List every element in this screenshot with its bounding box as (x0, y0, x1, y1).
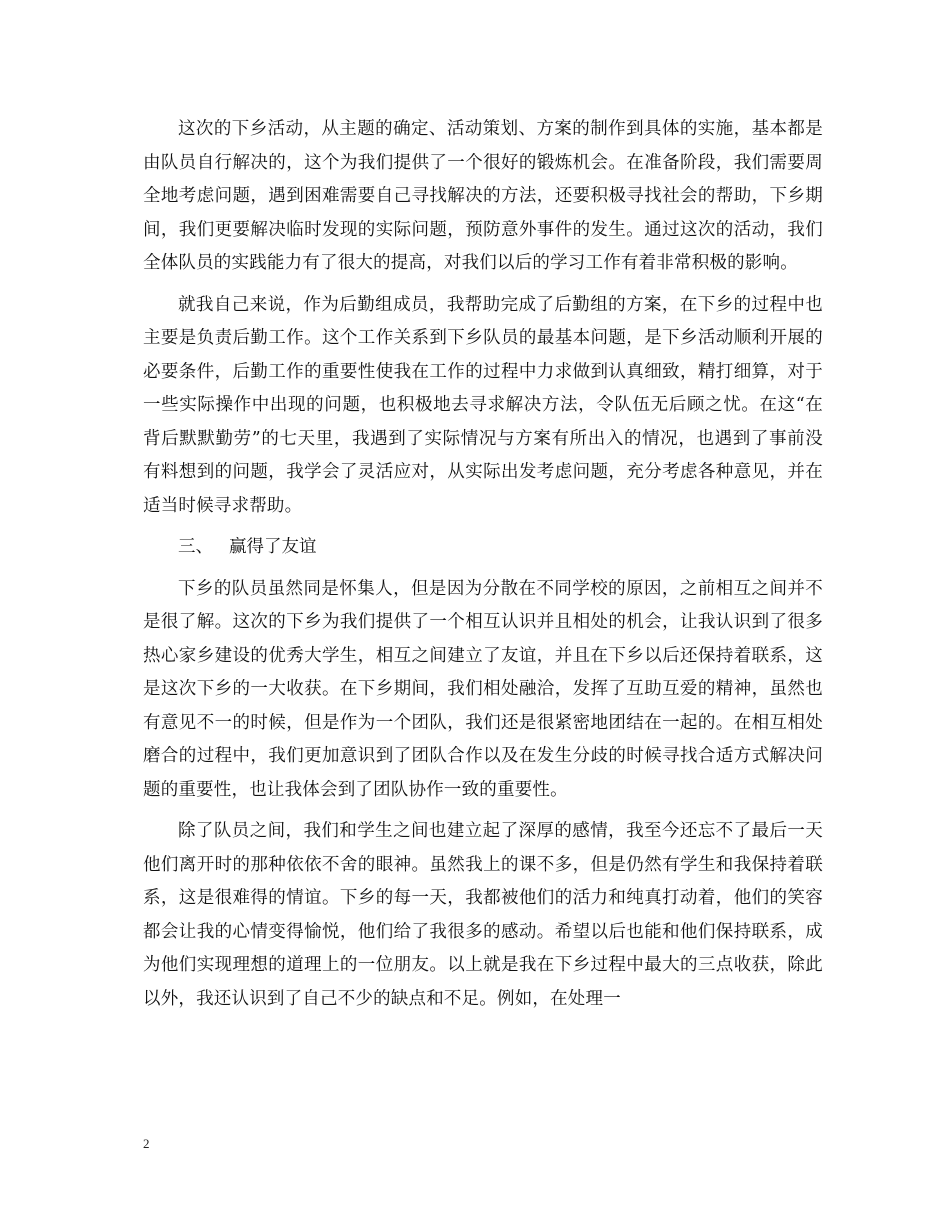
body-paragraph: 就我自己来说，作为后勤组成员，我帮助完成了后勤组的方案，在下乡的过程中也主要是负责后勤工作。这个工作关系到下乡队员的最基本问题，是下乡活动顺利开展的必要条件，后勤工作的重要性使我在工作的过程中力求做到认真细致，精打细算，对于一些实际操作中出现的问题，也积极地去寻求解决方法，令队伍无后顾之忧。在这“在背后默默勤劳”的七天里，我遇到了实际情况与方案有所出入的情况，也遇到了事前没有料想到的问题，我学会了灵活应对，从实际出发考虑问题，充分考虑各种意见，并在适当时候寻求帮助。 (143, 294, 823, 516)
body-paragraph: 除了队员之间，我们和学生之间也建立起了深厚的感情，我至今还忘不了最后一天他们离开时的那种依依不舍的眼神。虽然我上的课不多，但是仍然有学生和我保持着联系，这是很难得的情谊。下乡的每一天，我都被他们的活力和纯真打动着，他们的笑容都会让我的心情变得愉悦，他们给了我很多的感动。希望以后也能和他们保持联系，成为他们实现理想的道理上的一位朋友。以上就是我在下乡过程中最大的三点收获，除此以外，我还认识到了自己不少的缺点和不足。例如，在处理一 (143, 821, 823, 1009)
section-title: 赢得了友谊 (229, 537, 317, 557)
page-number: 2 (143, 1136, 150, 1151)
body-paragraph: 下乡的队员虽然同是怀集人，但是因为分散在不同学校的原因，之前相互之间并不是很了解。这次的下乡为我们提供了一个相互认识并且相处的机会，让我认识到了很多热心家乡建设的优秀大学生，相互之间建立了友谊，并且在下乡以后还保持着联系，这是这次下乡的一大收获。在下乡期间，我们相处融洽，发挥了互助互爱的精神，虽然也有意见不一的时候，但是作为一个团队，我们还是很紧密地团结在一起的。在相互相处磨合的过程中，我们更加意识到了团队合作以及在发生分歧的时候寻找合适方式解决问题的重要性，也让我体会到了团队协作一致的重要性。 (143, 578, 823, 800)
document-body (143, 113, 823, 1024)
section-number: 三、 (178, 537, 213, 557)
body-paragraph: 这次的下乡活动，从主题的确定、活动策划、方案的制作到具体的实施，基本都是由队员自行解决的，这个为我们提供了一个很好的锻炼机会。在准备阶段，我们需要周全地考虑问题，遇到困难需要自己寻找解决的方法，还要积极寻找社会的帮助，下乡期间，我们更要解决临时发现的实际问题，预防意外事件的发生。通过这次的活动，我们全体队员的实践能力有了很大的提高，对我们以后的学习工作有着非常积极的影响。 (143, 119, 823, 273)
section-heading (143, 531, 823, 565)
